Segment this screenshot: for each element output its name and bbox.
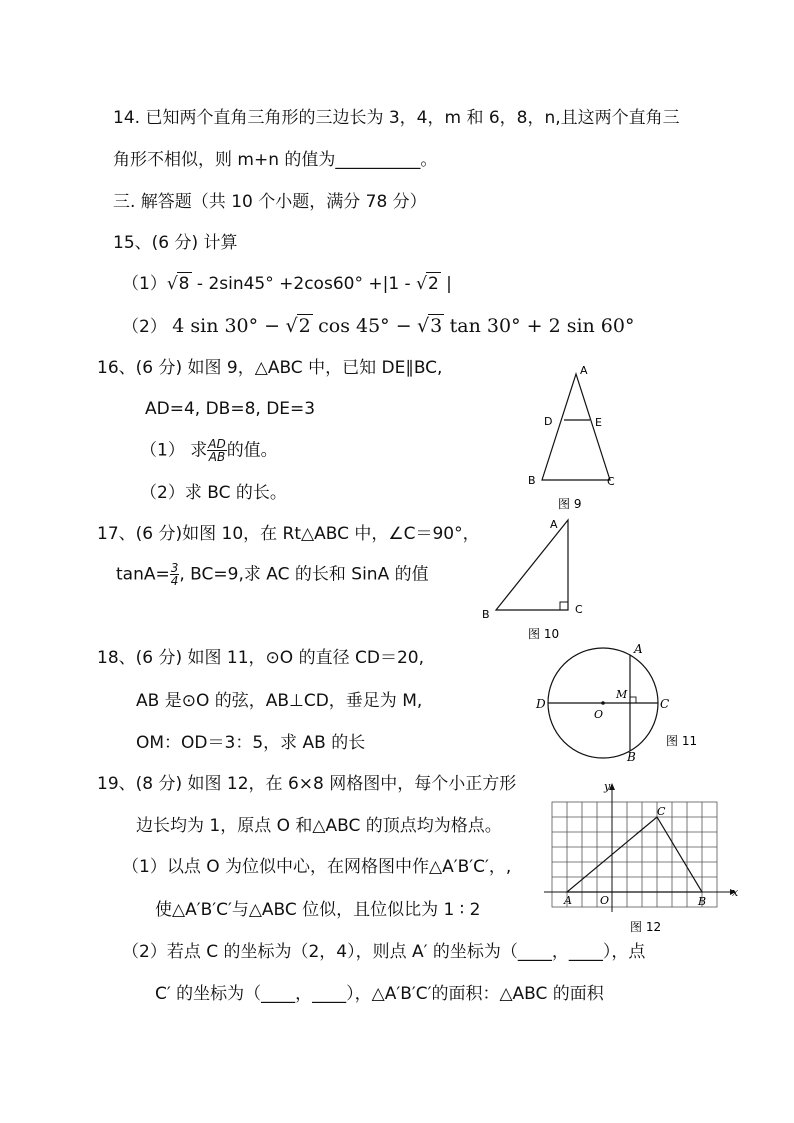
figure-caption: 图 9	[558, 497, 582, 511]
label-a: A	[550, 518, 558, 531]
label-d: D	[544, 415, 553, 428]
q18-line2: AB 是⊙O 的弦，AB⊥CD，垂足为 M,	[136, 691, 423, 711]
q14-line2: 角形不相似，则 m+n 的值为__________。	[113, 150, 438, 170]
q15-part1-label: （1）	[122, 274, 167, 294]
label-o: O	[600, 894, 610, 907]
frac-num: 3	[170, 561, 179, 575]
sqrt-sign: √	[166, 274, 178, 294]
sqrt-sign: √	[417, 315, 430, 337]
label-m: M	[616, 688, 628, 701]
figure-9	[520, 362, 630, 512]
label-d: D	[536, 697, 546, 711]
q16-line1: 16、(6 分) 如图 9，△ABC 中，已知 DE∥BC,	[97, 358, 443, 378]
q18-line3: OM：OD＝3：5，求 AB 的长	[136, 733, 366, 753]
label-c: C	[660, 697, 670, 711]
figure-caption: 图 10	[528, 627, 560, 641]
label-b: B	[698, 895, 707, 908]
q15-expr-b: cos 45° −	[318, 315, 412, 337]
frac-den: AB	[208, 450, 226, 464]
q15-expr-a: 4 sin 30° −	[172, 315, 281, 337]
grid	[552, 802, 717, 907]
q18-line1: 18、(6 分) 如图 11，⊙O 的直径 CD＝20,	[97, 648, 424, 668]
label-a: A	[564, 894, 572, 907]
q15-sqrt2: 2	[298, 315, 311, 337]
q16-part1-end: 的值。	[226, 440, 278, 461]
frac-den: 4	[170, 574, 179, 588]
figure-12	[540, 778, 740, 938]
label-c: C	[575, 603, 583, 616]
q19-line2: 边长均为 1，原点 O 和△ABC 的顶点均为格点。	[136, 816, 502, 836]
sqrt2-value: 2	[427, 274, 439, 294]
q19-line5: （2）若点 C 的坐标为（2，4），则点 A′ 的坐标为（____，____），点	[122, 942, 646, 962]
fraction-ad-ab	[207, 438, 226, 463]
triangle-abc	[567, 817, 702, 892]
label-o: O	[594, 708, 604, 721]
frac-num: AD	[208, 437, 226, 451]
label-b: B	[528, 474, 536, 487]
label-b: B	[627, 750, 636, 764]
q19-line4: 使△A′B′C′与△ABC 位似，且位似比为 1 ∶ 2	[155, 900, 481, 920]
section-heading: 三. 解答题（共 10 个小题，满分 78 分）	[113, 192, 427, 212]
q14-line1: 14. 已知两个直角三角形的三边长为 3，4，m 和 6，8，n,且这两个直角三	[113, 108, 680, 128]
figure-11	[533, 640, 708, 770]
sqrt-sign: √	[416, 274, 427, 294]
label-y: y	[604, 780, 611, 793]
label-c: C	[607, 475, 615, 488]
q15-part2	[122, 314, 634, 338]
label-a: A	[634, 642, 643, 656]
label-a: A	[580, 364, 588, 377]
label-c: C	[657, 805, 666, 818]
label-e: E	[595, 416, 602, 429]
q16-part1	[140, 438, 278, 463]
q17-line2-rest: , BC=9,求 AC 的长和 SinA 的值	[179, 564, 429, 585]
q16-part1-label: （1） 求	[140, 440, 208, 461]
figure-caption: 图 11	[666, 734, 698, 748]
q19-line1: 19、(8 分) 如图 12，在 6×8 网格图中，每个小正方形	[97, 774, 517, 794]
abs-bar: |	[446, 274, 452, 294]
q15-sqrt3: 3	[430, 315, 443, 337]
q16-line2: AD=4, DB=8, DE=3	[145, 399, 316, 419]
q15-title: 15、(6 分) 计算	[113, 233, 238, 253]
figure-10	[478, 512, 598, 647]
q17-tan-label: tanA=	[116, 564, 170, 585]
q17-line2	[116, 562, 429, 587]
q16-part2: （2）求 BC 的长。	[140, 483, 287, 503]
label-b: B	[482, 608, 490, 621]
q19-line6: C′ 的坐标为（____，____），△A′B′C′的面积：△ABC 的面积	[155, 984, 604, 1004]
sqrt8-value: 8	[178, 274, 190, 294]
fraction-3-4	[170, 562, 180, 587]
q15-expr-c: tan 30° + 2 sin 60°	[449, 315, 635, 337]
q15-part2-label: （2）	[122, 317, 167, 337]
figure-caption: 图 12	[630, 920, 662, 934]
label-x: x	[732, 886, 739, 899]
q15-part1	[122, 272, 452, 295]
sqrt-sign: √	[285, 315, 298, 337]
q17-line1: 17、(6 分)如图 10，在 Rt△ABC 中，∠C＝90°，	[97, 524, 480, 544]
q19-line3: （1）以点 O 为位似中心，在网格图中作△A′B′C′，,	[122, 857, 512, 877]
q15-part1-rest: - 2sin45° +2cos60° +|1 -	[196, 274, 411, 294]
